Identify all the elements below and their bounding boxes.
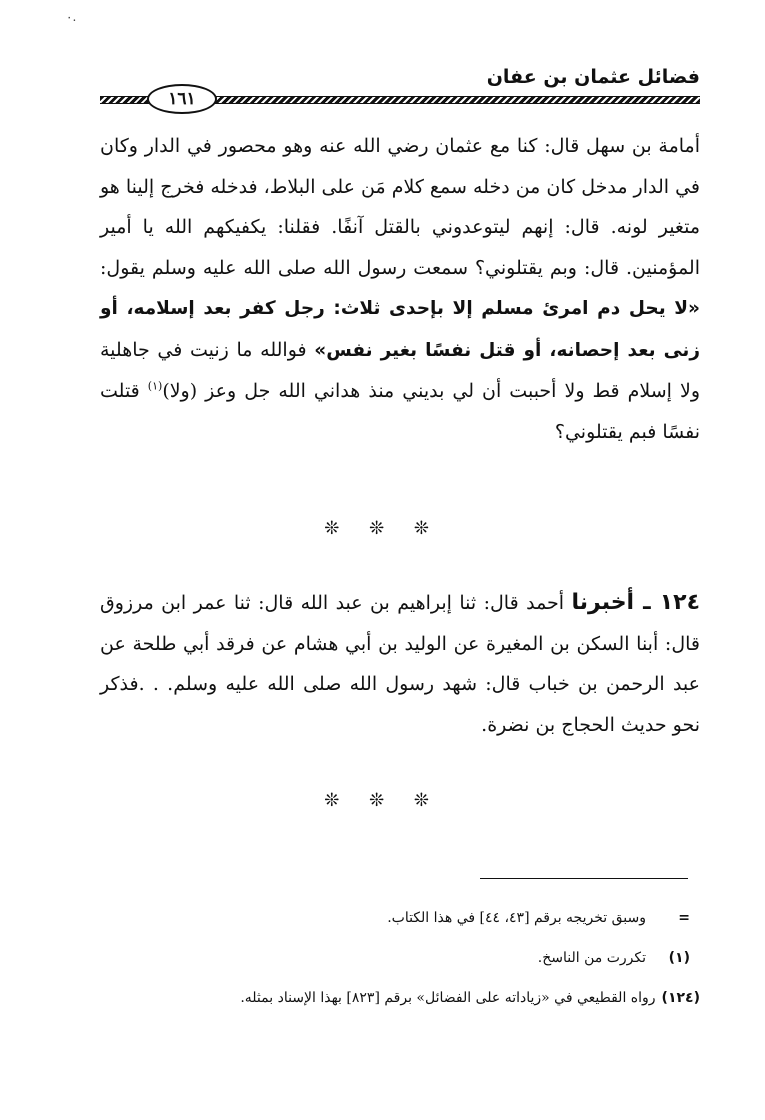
- footnote-text: تكررت من الناسخ.: [537, 950, 646, 966]
- section-separator: ❊ ❊ ❊: [324, 518, 441, 539]
- page-header: [100, 64, 700, 112]
- footnote-item: [100, 938, 700, 978]
- running-title: فضائل عثمان بن عفان: [486, 66, 700, 88]
- narration-end: قتلت نفسًا فبم يقتلوني؟: [100, 380, 700, 443]
- hadith-paragraph: [100, 126, 700, 452]
- section-separator: ❊ ❊ ❊: [324, 790, 441, 811]
- footnote-divider: [480, 878, 688, 879]
- footnote-text: وسبق تخريجه برقم [٤٣، ٤٤] في هذا الكتاب.: [387, 910, 646, 926]
- footnote-item: [100, 898, 700, 938]
- hadith-124-text: أحمد قال: ثنا إبراهيم بن عبد الله قال: ثنا عمر ابن مرزوق قال: أبنا السكن بن المغيرة عن الوليد بن أبي هشام عن فرقد أبي طلحة عن عبد الرحمن بن خباب قال: شهد رسول الله صلى الله عليه وسلم. . .فذكر نحو حديث الحجاج بن نضرة.: [100, 592, 700, 736]
- footnote-marker: (١): [668, 950, 690, 966]
- footnote-item: [100, 978, 700, 1018]
- corner-mark: ٠.: [66, 10, 77, 24]
- footnotes: [100, 898, 700, 1018]
- narration-continuation: فوالله ما زنيت في جاهلية ولا إسلام قط ولا أحببت أن لي بديني منذ هداني الله جل وعز (ولا): [100, 338, 700, 402]
- page-number: ١٦١: [147, 84, 217, 114]
- prophetic-quote: «لا يحل دم امرئ مسلم إلا بإحدى ثلاث: رجل كفر بعد إسلامه، أو زنى بعد إحصانه، أو قتل نفسًا بغير نفس»: [100, 298, 700, 361]
- narration-text: أمامة بن سهل قال: كنا مع عثمان رضي الله عنه وهو محصور في الدار وكان في الدار مدخل كان من دخله سمع كلام مَن على البلاط، فدخله فخرج إلينا هو متغير لونه. قال: إنهم ليتوعدوني بالقتل آنفًا. فقلنا: يكفيكهم الله يا أمير المؤمنين. قال: وبم يقتلوني؟ سمعت رسول الله صلى الله عليه وسلم يقول:: [99, 135, 700, 279]
- hadith-number: ١٢٤ ـ أخبرنا: [571, 590, 701, 615]
- footnote-marker: =: [678, 910, 690, 926]
- footnote-text: رواه القطيعي في «زياداته على الفضائل» برقم [٨٢٣] بهذا الإسناد بمثله.: [240, 990, 656, 1006]
- footnote-ref[interactable]: (١): [147, 379, 163, 393]
- footnote-marker: (١٢٤): [661, 990, 700, 1006]
- hadith-124-paragraph: [100, 583, 700, 745]
